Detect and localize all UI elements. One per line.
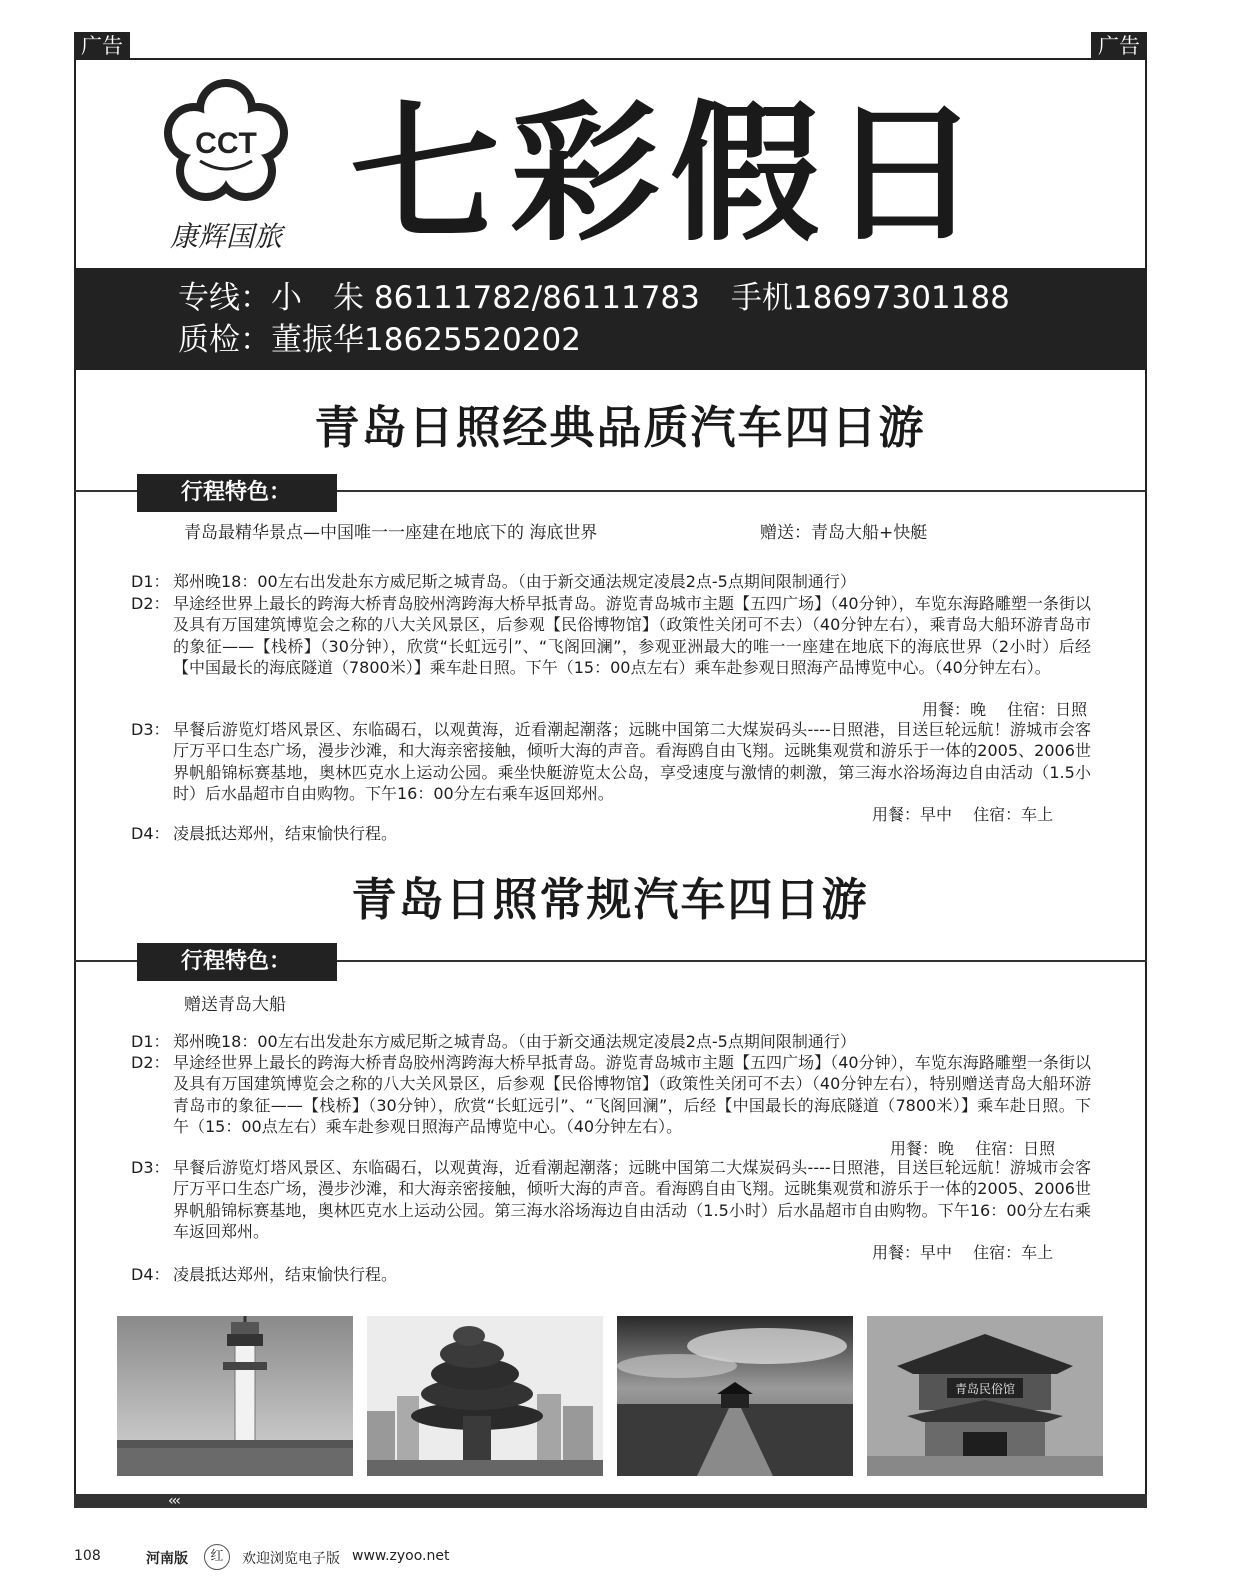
day-label: D1： bbox=[131, 572, 170, 591]
tour2-title: 青岛日照常规汽车四日游 bbox=[351, 873, 869, 926]
flower-logo-icon bbox=[148, 78, 308, 258]
bottom-bar bbox=[74, 1494, 1147, 1508]
ad-tag-right: 广告 bbox=[1091, 32, 1147, 60]
page-number: 108 bbox=[74, 1548, 101, 1564]
day-label: D1： bbox=[131, 1032, 170, 1051]
tour2-feature-label: 行程特色： bbox=[137, 943, 337, 981]
day-label: D2： bbox=[131, 1053, 170, 1072]
day-text: 早餐后游览灯塔风景区、东临碣石，以观黄海，近看潮起潮落；远眺中国第二大煤炭码头----日照港，目送巨轮远航！游城市会客厅万平口生态广场，漫步沙滩，和大海亲密接触，倾听大海的声音。看海鸥自由飞翔。远眺集观赏和游乐于一体的2005、2006世界帆船锦标赛基地，奥林匹克水上运动公园。第三海水浴场海边自由活动（1.5小时）后水晶超市自由购物。下午16：00分左右乘车返回郑州。 bbox=[173, 1158, 1091, 1242]
tour2-day bbox=[131, 1031, 1091, 1052]
cct-logo bbox=[148, 78, 308, 258]
tour2-highlight: 赠送青岛大船 bbox=[184, 995, 286, 1015]
tour2-meal-d2: 用餐：晚 住宿：日照 bbox=[890, 1139, 1056, 1158]
chevrons-left-icon: ‹‹‹ bbox=[168, 1493, 179, 1509]
tour1-day bbox=[131, 571, 1091, 592]
day-label: D4： bbox=[131, 824, 170, 843]
tour1-day bbox=[131, 719, 1091, 805]
photo-folk-museum bbox=[867, 1316, 1103, 1476]
tour1-meal-d3: 用餐：早中 住宿：车上 bbox=[872, 805, 1054, 824]
site-url[interactable]: www.zyoo.net bbox=[352, 1548, 450, 1564]
tour1-feature-label: 行程特色： bbox=[137, 474, 337, 512]
ad-tag-left: 广告 bbox=[74, 32, 130, 60]
brand-title: 七彩假日 bbox=[350, 88, 991, 262]
photo-sign-text: 青岛民俗馆 bbox=[954, 1382, 1016, 1396]
edition-badge: 红 bbox=[204, 1544, 230, 1570]
day-text: 早途经世界上最长的跨海大桥青岛胶州湾跨海大桥早抵青岛。游览青岛城市主题【五四广场】（40分钟），车览东海路雕塑一条街以及具有万国建筑博览会之称的八大关风景区，后参观【民俗博物馆】（政策性关闭可不去）（40分钟左右），乘青岛大船环游青岛市的象征——【栈桥】（30分钟），欣赏“长虹远引”、“飞阁回澜”，参观亚洲最大的唯一一座建在地底下的海底世界（2小时）后经【中国最长的海底隧道（7800米）】乘车赴日照。下午（15：00点左右）乘车赴参观日照海产品博览中心。（40分钟左右）。 bbox=[173, 594, 1091, 678]
day-text: 凌晨抵达郑州，结束愉快行程。 bbox=[173, 1265, 398, 1284]
tour2-day bbox=[131, 1052, 1091, 1138]
tour2-meal-d3: 用餐：早中 住宿：车上 bbox=[872, 1243, 1054, 1262]
photo-zhanqiao-pier bbox=[617, 1316, 853, 1476]
tour1-title: 青岛日照经典品质汽车四日游 bbox=[314, 401, 926, 454]
day-text: 郑州晚18：00左右出发赴东方威尼斯之城青岛。（由于新交通法规定凌晨2点-5点期间限制通行） bbox=[173, 572, 856, 591]
day-text: 郑州晚18：00左右出发赴东方威尼斯之城青岛。（由于新交通法规定凌晨2点-5点期间限制通行） bbox=[173, 1032, 856, 1051]
tour1-meal-d2: 用餐：晚 住宿：日照 bbox=[922, 700, 1088, 719]
tour1-gift: 赠送：青岛大船+快艇 bbox=[760, 523, 928, 543]
tour2-day bbox=[131, 1157, 1091, 1243]
contact-qc: 质检：董振华18625520202 bbox=[178, 322, 581, 358]
tour2-day bbox=[131, 1264, 1091, 1285]
day-text: 早餐后游览灯塔风景区、东临碣石，以观黄海，近看潮起潮落；远眺中国第二大煤炭码头----日照港，目送巨轮远航！游城市会客厅万平口生态广场，漫步沙滩，和大海亲密接触，倾听大海的声音。看海鸥自由飞翔。远眺集观赏和游乐于一体的2005、2006世界帆船锦标赛基地，奥林匹克水上运动公园。乘坐快艇游览太公岛，享受速度与激情的刺激，第三海水浴场海边自由活动（1.5小时）后水晶超市自由购物。下午16：00分左右乘车返回郑州。 bbox=[173, 720, 1091, 804]
day-label: D3： bbox=[131, 1158, 170, 1177]
logo-mark: CCT bbox=[195, 127, 257, 160]
welcome-text: 欢迎浏览电子版 bbox=[242, 1551, 340, 1567]
edition-label: 河南版 bbox=[146, 1551, 188, 1567]
day-text: 凌晨抵达郑州，结束愉快行程。 bbox=[173, 824, 398, 843]
contact-hotline: 专线：小 朱 86111782/86111783 手机18697301188 bbox=[178, 280, 1010, 316]
photo-may-fourth-sculpture bbox=[367, 1316, 603, 1476]
tour1-day bbox=[131, 823, 1091, 844]
logo-caption: 康辉国旅 bbox=[169, 220, 283, 253]
day-label: D2： bbox=[131, 594, 170, 613]
day-label: D4： bbox=[131, 1265, 170, 1284]
day-label: D3： bbox=[131, 720, 170, 739]
day-text: 早途经世界上最长的跨海大桥青岛胶州湾跨海大桥早抵青岛。游览青岛城市主题【五四广场】（40分钟），车览东海路雕塑一条街以及具有万国建筑博览会之称的八大关风景区，后参观【民俗博物馆】（政策性关闭可不去）（40分钟左右），特别赠送青岛大船环游青岛市的象征——【栈桥】（30分钟），欣赏“长虹远引”、“飞阁回澜”，后经【中国最长的海底隧道（7800米）】乘车赴日照。下午（15：00点左右）乘车赴参观日照海产品博览中心。（40分钟左右）。 bbox=[173, 1053, 1091, 1137]
tour1-highlight: 青岛最精华景点—中国唯一一座建在地底下的 海底世界 bbox=[184, 523, 598, 543]
photo-lighthouse bbox=[117, 1316, 353, 1476]
tour1-day bbox=[131, 593, 1091, 679]
